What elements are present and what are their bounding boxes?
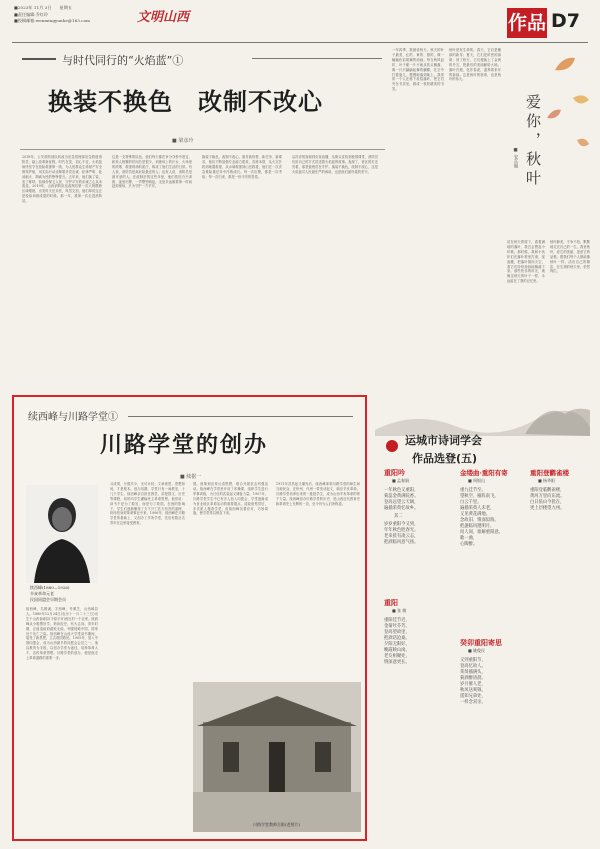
right-author: ■ 安东佩 bbox=[513, 148, 518, 168]
poem-line: 一样念双亲。 bbox=[460, 700, 486, 705]
top-col-4: 从抖音短视频到央视直播，从街头宣传到校园课堂，消防员们用自己的方式讲述着火焰蓝的故事。夜深了，营区的灯还亮着，那是值班员在守护。换装不换色，改制不改心，这是火焰蓝对人民最庄严的承诺，也是他们最朴素的坚守。 bbox=[292, 155, 378, 174]
poem-line: 老来犹有凌云志， bbox=[384, 534, 419, 539]
main-col-1: 续西峰，名桐溪，字西峰，号佩芝，山西崞县人。1880年12月24日(农历十一月二十三日)出生于山西省崞县(今原平市)西社村一个农家。续西峰从小聪慧好学，熟读经史，有大志向。青年时期，正值清政府腐败无能，列强侵略中国，国家处于危亡之际。续西峰在山西大学堂读书期间，接受了新思想，立志救国救民。1905年，加入中国同盟会，成为山西最早的同盟会会员之一。他以教育为手段，以创办学堂为途径，培养革命人才，宣传革命思想。川路学堂的创办，便是他走上革命道路的重要一步。 bbox=[26, 607, 98, 661]
poetry-title-2: 作品选登(五) bbox=[412, 452, 478, 465]
top-article-rule bbox=[20, 149, 385, 150]
poem-5-author: ■ 姚俊民 bbox=[468, 648, 486, 653]
portrait-photo bbox=[26, 485, 98, 583]
old-photo-caption: 川路学堂教师合影(老照片) bbox=[253, 822, 301, 827]
right-col-2: 秋叶是有生命的。春天，它们是嫩绿的新芽；夏天，它们是浓密的绿荫；到了秋天，它们便换上了金黄的外衣，把最后的美丽献给大地。落叶归根，化作春泥，滋养着来年的新绿。这是秋叶的宿命，也是秋叶的伟大。 bbox=[449, 48, 501, 82]
poem-2-title: 重阳 bbox=[384, 598, 398, 607]
poem-line: 心陶醉。 bbox=[460, 542, 478, 547]
poem-line: 岁月催人老， bbox=[460, 682, 486, 687]
poem-line: 登高忆故人。 bbox=[460, 664, 486, 669]
poem-line: 白日依山今犹在， bbox=[530, 500, 565, 505]
main-author: ■ 续据一 bbox=[180, 474, 202, 480]
old-school-photo bbox=[193, 682, 361, 832]
masthead-info bbox=[14, 5, 134, 25]
main-col-2: 习成绩，分数多少，无可计较；文章意思，思想如何，才是根本。创办初期，学堂只有一间教室，十几个学生。续西峰亲自担任教员，讲授国文、历史等课程，同时向学生灌输民主革命思想。他常说：读书不是为了做官，而是为了救国。在他的影响下，学生们逐渐懂得了天下兴亡匹夫有责的道理，纷纷投身到革命事业中来。1906年，续西峰在川路学堂的基础上，又创办了多所学堂，先后有数百名青年在这里接受教育。 bbox=[110, 482, 185, 526]
right-col-3: 站在秋天的树下，看着满地的落叶，我总会想起小时候。那时候，我和小伙伴们在落叶堆里打滚，捉迷藏，把落叶抛向天空，看它们纷纷扬扬地飘落下来。那些快乐的时光，就像这秋天的叶子一样，永远留在了我的记忆里。 bbox=[507, 240, 545, 284]
top-col-3: 换装不换色，改制不改心。面对新形势、新任务、新要求，他们不断加强专业能力建设，苦练本领，从火灾扑救到地震救援，从水域救援到山岳救援，他们在一次次急难险重任务中淬炼成长。每一次出警，都是一次考验；每一次归来，都是一份平安的答卷。 bbox=[202, 155, 282, 179]
poem-line: 夕阳无限好， bbox=[384, 642, 410, 647]
poem-3-author: ■ 周银山 bbox=[468, 478, 486, 483]
poem-line: 又见黄花满地。 bbox=[460, 512, 491, 517]
poem-line: 把酒话沧桑。 bbox=[384, 636, 410, 641]
poem-line: 又到重阳节， bbox=[460, 658, 486, 663]
poem-subtitle: 其二 bbox=[394, 514, 403, 519]
poem-line: 菊蕊金黄满院香。 bbox=[384, 494, 419, 499]
poetry-title-1: 运城市诗词学会 bbox=[405, 434, 482, 447]
poem-line: 把盏临风邀明月， bbox=[460, 524, 495, 529]
poem-1-author: ■ 孟春娟 bbox=[392, 478, 410, 483]
poem-line: 重阳佳节近， bbox=[384, 618, 410, 623]
poem-line: 更上层楼望九州。 bbox=[530, 506, 565, 511]
poem-3 bbox=[460, 470, 525, 548]
poem-line: 年年秋色胜春光。 bbox=[384, 528, 419, 533]
editor-line: ■责任编辑:乔红玲 bbox=[14, 11, 49, 17]
poem-line: 遥知兄弟处， bbox=[460, 694, 486, 699]
portrait-caption-name: 续西峰(1880—1926) bbox=[30, 585, 70, 590]
kicker-rule-left bbox=[22, 58, 56, 60]
section-badge: 作品 bbox=[507, 8, 547, 38]
poem-line: 念故旧、情深似海。 bbox=[460, 518, 499, 523]
ink-landscape-decoration bbox=[375, 400, 590, 436]
right-title-block bbox=[507, 48, 592, 238]
poem-line: 登高远望云天阔， bbox=[384, 500, 419, 505]
poem-line: 重九佳节至。 bbox=[460, 488, 486, 493]
poem-2 bbox=[384, 600, 444, 666]
poem-4-author: ■ 杨华阳 bbox=[538, 478, 556, 483]
poem-3-title: 金缕曲·重阳有寄 bbox=[460, 469, 508, 477]
top-title: 换装不换色 改制不改心 bbox=[48, 88, 323, 116]
poem-line: 把酒临风意气扬。 bbox=[384, 540, 419, 545]
poem-line: 重阳登临鹳雀楼， bbox=[530, 488, 565, 493]
poem-line: 遍插茱萸忆故乡。 bbox=[384, 506, 419, 511]
poem-line: 情深意更长。 bbox=[384, 660, 410, 665]
poem-4-title: 重阳登鹳雀楼 bbox=[530, 469, 569, 477]
date-line: ■2023年 11月 3日 星期五 bbox=[14, 5, 72, 10]
poem-1 bbox=[384, 470, 444, 546]
main-title: 川路学堂的创办 bbox=[100, 433, 269, 458]
poem-line: 问人间、谁解重阳意。 bbox=[460, 530, 503, 535]
main-col-3: 国。他策划宣传反清思想，联合开展抗击列强活动。续西峰在学堂里开设了体操课，组织学生进行军事训练，为日后的武装起义储备力量。1907年，川路学堂学生中已有多人加入同盟会，学堂逐渐成为晋北地区革命活动的重要据点。清政府察觉后，多次派人搜查学堂，但续西峰沉着应对，巧妙周旋，使学堂得以保存下来。 bbox=[193, 482, 268, 516]
poem-line: 老友相聚处， bbox=[384, 654, 410, 659]
main-col-4: 1911年武昌起义爆发后，续西峰率领川路学堂的师生和当地民众，在忻州、代州一带发动起义，响应辛亥革命。川路学堂培养出来的一批批学生，成为山西辛亥革命的骨干力量。续西峰创办川路学堂的历史，是山西近代教育史和革命史上光辉的一页，至今仍为人们所称道。 bbox=[276, 482, 360, 506]
poem-line: 遍插茱萸人未老， bbox=[460, 506, 495, 511]
poem-line: 望秋空、雁阵南飞， bbox=[460, 494, 499, 499]
portrait-caption-member: 民国同盟会早期会员 bbox=[30, 597, 66, 602]
poem-line: 白云千里。 bbox=[460, 500, 482, 505]
top-kicker: 与时代同行的“火焰蓝”① bbox=[62, 54, 184, 67]
main-kicker-rule bbox=[128, 416, 353, 417]
poem-line: 晚霞映山岗。 bbox=[384, 648, 410, 653]
right-col-4: 秋叶静美，不争不抢，默默地走完自己的一生。我爱秋叶，爱它的美丽，更爱它的品格。愿我们每个人都能像秋叶一样，活出自己的精彩，在生命的秋天里，依然绚烂。 bbox=[550, 240, 590, 274]
top-author: ■ 梁彦玲 bbox=[172, 138, 194, 144]
masthead-logo: 文明山西 bbox=[137, 10, 190, 25]
right-col-1: 一年四季，我最爱秋天。秋天的叶子最美，红的、黄的、橙的，像一幅幅色彩斑斓的油画。每当秋风起时，叶子便一片片地从枝头飘落，像一只只翩翩起舞的蝴蝶，在空中打着旋儿，慢慢地落到地上。我常常一个人在树下捡拾落叶，把它们夹在书页里，做成一枚枚精美的书签。 bbox=[392, 48, 444, 92]
autumn-leaves-illustration bbox=[507, 48, 592, 238]
poem-line: 黄河万里向东流。 bbox=[530, 494, 565, 499]
email-line: ■投稿邮箱:wenmingyunhe@163.com bbox=[14, 18, 91, 23]
portrait-caption-role: 辛亥革命元老 bbox=[30, 591, 54, 596]
poem-line: 岁岁重阳今又到， bbox=[384, 522, 419, 527]
poem-line: 茱萸插满头， bbox=[460, 670, 486, 675]
main-kicker: 续西峰与川路学堂① bbox=[28, 412, 118, 423]
poetry-title-dot bbox=[386, 440, 398, 452]
poem-4 bbox=[530, 470, 590, 512]
top-col-1: 2018年，公安消防部队转改为应急管理部应急救援消防员，踏上改革新征程。时代在变，初心不变，火焰蓝始终坚守在抢险救援第一线，为人民群众生命财产安全保驾护航，用实际行动诠释着对党忠诚、纪律严明、赴汤蹈火、竭诚为民的铮铮誓言。五年来，他们换了装，变了称呼，但那份保卫人民、守护平安的赤诚之心从未改变。2019年，山西消防队伍改制后第一次大规模跨区域增援，出发时天还未亮，风雪交加，他们却说这正是检验训练成果的时候。那一年，我第一次走进消防站。 bbox=[22, 155, 102, 204]
poem-line: 一年秋色又重阳， bbox=[384, 488, 419, 493]
page-number: D7 bbox=[551, 10, 580, 32]
poem-2-author: ■ 张 敏 bbox=[392, 608, 407, 613]
poem-line: 菊酒醉清晨。 bbox=[460, 676, 486, 681]
kicker-rule-right bbox=[252, 58, 382, 59]
poem-5-title: 癸卯重阳寄思 bbox=[460, 638, 502, 647]
poem-line: 秋风送爽频。 bbox=[460, 688, 486, 693]
poem-5 bbox=[460, 640, 525, 706]
poem-line: 歌一曲， bbox=[460, 536, 478, 541]
top-col-2: 这是一支特殊的队伍，他们每天都在争分夺秒中度过，和家人相聚的时间总是很少，训练场上的汗水、火场里的浓烟、救援现场的泥泞，构成了他们生活的日常。有人说，消防员是离危险最近的人；也有人说，消防员是最可爱的人。在改制后的这些年里，他们依旧白天训练、夜里出警，一声警铃响起，无论多远都要第一时间赶到现场，只为守护一方平安。 bbox=[112, 155, 192, 189]
poem-line: 登高望故里， bbox=[384, 630, 410, 635]
right-title: 爱你，秋叶 bbox=[524, 94, 542, 189]
poem-1-title: 重阳吟 bbox=[384, 468, 405, 477]
old-school-image bbox=[193, 682, 361, 832]
masthead-divider bbox=[12, 42, 588, 43]
poem-line: 金菊吐芬芳。 bbox=[384, 624, 410, 629]
portrait-image bbox=[26, 485, 98, 583]
portrait-caption bbox=[30, 585, 100, 603]
